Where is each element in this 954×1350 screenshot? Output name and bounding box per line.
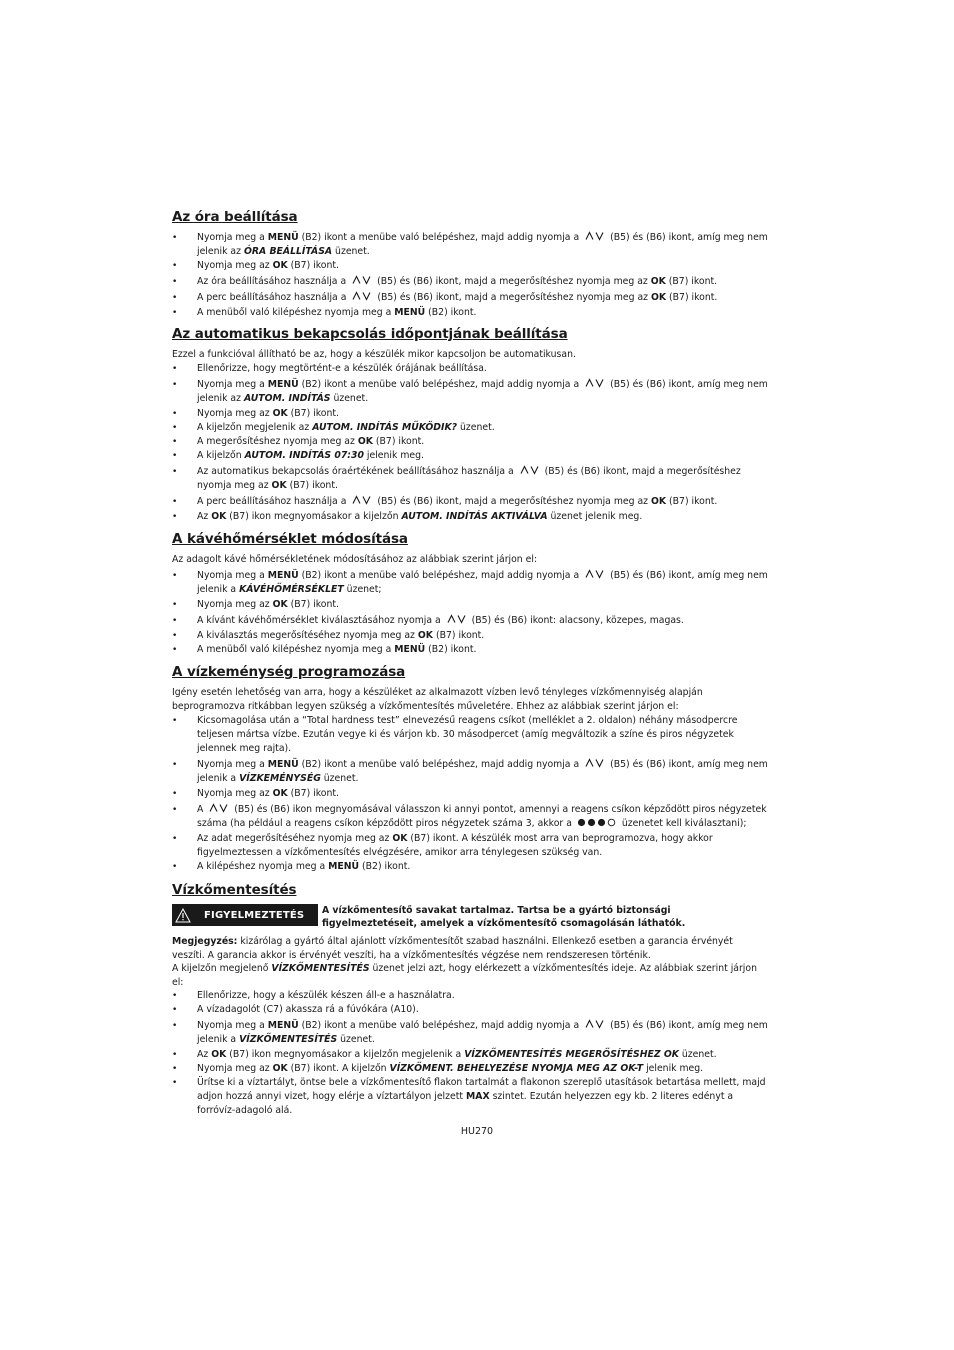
coffee-temp-steps-list [172,569,768,657]
list-item: • Az adat megerősítéséhez nyomja meg az OK (B7) ikont. A készülék most arra van beprogramozva, hogy akkor figyelmeztessen a vízkőmentesítés elvégzésére, amikor arra ténylegesen szükség van. [172,832,768,860]
section-intro: Ezzel a funkcióval állítható be az, hogy a készülék mikor kapcsoljon be automatikusan. [172,349,576,360]
descaling-intro: A kijelzőn megjelenő VÍZKŐMENTESÍTÉS üzenet jelzi azt, hogy elérkezett a vízkőmentesítés ideje. Az alábbiak szerint járjon el: [172,963,757,988]
up-down-arrows-icon [585,569,604,579]
list-item: • Nyomja meg a MENÜ (B2) ikont a menübe való belépéshez, majd addig nyomja a (B5) és (B6) ikont, amíg meg nem jelenik az ÓRA BEÁLLÍTÁSA üzenet. [172,231,768,259]
up-down-arrows-icon [585,1019,604,1029]
list-item: • A kijelzőn megjelenik az AUTOM. INDÍTÁS MŰKÖDIK? üzenet. [172,421,768,435]
list-item: • A menüből való kilépéshez nyomja meg a MENÜ (B2) ikont. [172,643,768,657]
section-water-hardness [172,663,768,874]
three-filled-one-empty-dots-icon [577,818,617,827]
list-item: • Nyomja meg a MENÜ (B2) ikont a menübe való belépéshez, majd addig nyomja a (B5) és (B6) ikont, amíg meg nem jelenik a VÍZKŐMENTESÍTÉS üzenet. [172,1019,768,1047]
water-hardness-steps-list [172,714,768,874]
warning-triangle-icon [172,904,194,926]
list-item: • Nyomja meg az OK (B7) ikont. [172,407,768,421]
up-down-arrows-icon [585,378,604,388]
list-item: • A megerősítéshez nyomja meg az OK (B7) ikont. [172,435,768,449]
section-descaling [172,881,768,1118]
list-item: • A kijelzőn AUTOM. INDÍTÁS 07:30 jelenik meg. [172,449,768,463]
section-title-water-hardness: A vízkeménység programozása [172,664,406,680]
up-down-arrows-icon [352,291,371,301]
list-item: • Az óra beállításához használja a (B5) és (B6) ikont, majd a megerősítéshez nyomja meg az OK (B7) ikont. [172,275,768,289]
up-down-arrows-icon [585,231,604,241]
up-down-arrows-icon [585,758,604,768]
page-number: HU270 [460,1126,494,1137]
list-item: • A vízadagolót (C7) akassza rá a fúvókára (A10). [172,1003,768,1017]
list-item: • Nyomja meg a MENÜ (B2) ikont a menübe való belépéshez, majd addig nyomja a (B5) és (B6) ikont, amíg meg nem jelenik az AUTOM. INDÍTÁS üzenet. [172,378,768,406]
up-down-arrows-icon [352,275,371,285]
warning-text: A vízkőmentesítő savakat tartalmaz. Tartsa be a gyártó biztonsági figyelmeztetéseit, amelyek a vízkőmentesítő csomagolásán láthatók. [322,905,686,929]
list-item: • Ellenőrizze, hogy megtörtént-e a készülék órájának beállítása. [172,362,768,376]
list-item: • Nyomja meg az OK (B7) ikont. [172,787,768,801]
list-item: • A kiválasztás megerősítéséhez nyomja meg az OK (B7) ikont. [172,629,768,643]
list-item: • Az OK (B7) ikon megnyomásakor a kijelzőn AUTOM. INDÍTÁS AKTIVÁLVA üzenet jelenik meg. [172,510,768,524]
section-intro: Igény esetén lehetőség van arra, hogy a készüléket az alkalmazott vízben levő tényleges vízkőmennyiség alapján beprogramozva ritkábban legyen szükség a vízkőmentesítés műveletére. Ehhez az alábbiak szerint járjon el: [172,687,703,712]
list-item: • Nyomja meg az OK (B7) ikont. [172,259,768,273]
list-item: • Nyomja meg a MENÜ (B2) ikont a menübe való belépéshez, majd addig nyomja a (B5) és (B6) ikont, amíg meg nem jelenik a VÍZKEMÉNYSÉG üzenet. [172,758,768,786]
section-title-auto-start: Az automatikus bekapcsolás időpontjának beállítása [172,326,568,342]
auto-start-steps-list [172,362,768,524]
up-down-arrows-icon [520,465,539,475]
list-item: • Nyomja meg az OK (B7) ikont. A kijelzőn VÍZKŐMENT. BEHELYEZÉSE NYOMJA MEG AZ OK-T jelenik meg. [172,1062,768,1076]
list-item: • A kilépéshez nyomja meg a MENÜ (B2) ikont. [172,860,768,874]
list-item: • Az OK (B7) ikon megnyomásakor a kijelzőn megjelenik a VÍZKŐMENTESÍTÉS MEGERŐSÍTÉSHEZ OK üzenet. [172,1048,768,1062]
list-item: • Ellenőrizze, hogy a készülék készen áll-e a használatra. [172,989,768,1003]
note-label: Megjegyzés: [172,936,238,947]
up-down-arrows-icon [352,495,371,505]
list-item: • Nyomja meg az OK (B7) ikont. [172,598,768,612]
section-intro: Az adagolt kávé hőmérsékletének módosításához az alábbiak szerint járjon el: [172,554,538,565]
list-item: • Kicsomagolása után a “Total hardness test” elnevezésű reagens csíkot (melléklet a 2. oldalon) néhány másodpercre teljesen mártsa vízbe. Ezután vegye ki és várjon kb. 30 másodpercet (amíg megváltozik a színe és piros négyzetek jelennek meg rajta). [172,714,768,756]
list-item: • A (B5) és (B6) ikon megnyomásával válasszon ki annyi pontot, amennyi a reagens csíkon képződött piros négyzetek száma (ha például a reagens csíkon képződött piros négyzetek száma 3, akkor a üzenetet kell kiválasztani); [172,803,768,831]
section-title-descaling: Vízkőmentesítés [172,882,297,898]
section-title-coffee-temp: A kávéhőmérséklet módosítása [172,531,408,547]
section-title-clock: Az óra beállítása [172,209,298,225]
warning-badge [172,904,318,926]
descaling-steps-list [172,989,768,1118]
up-down-arrows-icon [447,614,466,624]
list-item: • A menüből való kilépéshez nyomja meg a MENÜ (B2) ikont. [172,306,768,320]
section-clock-setting [172,208,768,320]
warning-box [172,904,768,930]
list-item: • Ürítse ki a víztartályt, öntse bele a vízkőmentesítő flakon tartalmát a flakonon szereplő utasítások betartása mellett, majd adjon hozzá annyi vizet, hogy elérje a víztartályon jelzett MAX szintet. Ezután helyezzen egy kb. 2 literes edényt a forróvíz-adagoló alá. [172,1076,768,1118]
document-page [172,208,768,1118]
warning-label: FIGYELMEZTETÉS [204,909,305,921]
list-item: • Nyomja meg a MENÜ (B2) ikont a menübe való belépéshez, majd addig nyomja a (B5) és (B6) ikont, amíg meg nem jelenik a KÁVÉHŐMÉRSÉKLET üzenet; [172,569,768,597]
list-item: • A perc beállításához használja a (B5) és (B6) ikont, majd a megerősítéshez nyomja meg az OK (B7) ikont. [172,291,768,305]
list-item: • Az automatikus bekapcsolás óraértékének beállításához használja a (B5) és (B6) ikont, majd a megerősítéshez nyomja meg az OK (B7) ikont. [172,465,768,493]
section-auto-start [172,325,768,524]
list-item: • A perc beállításához használja a (B5) és (B6) ikont, majd a megerősítéshez nyomja meg az OK (B7) ikont. [172,495,768,509]
list-item: • A kívánt kávéhőmérséklet kiválasztásához nyomja a (B5) és (B6) ikont: alacsony, közepes, magas. [172,614,768,628]
section-coffee-temperature [172,530,768,657]
clock-steps-list [172,231,768,320]
note-paragraph: Megjegyzés: kizárólag a gyártó által ajánlott vízkőmentesítőt szabad használni. Ellenkező esetben a garancia érvényét veszíti. A garancia akkor is érvényét veszíti, ha a vízkőmentesítés végzése nem rendszeresen történik. [172,936,733,961]
up-down-arrows-icon [209,803,228,813]
